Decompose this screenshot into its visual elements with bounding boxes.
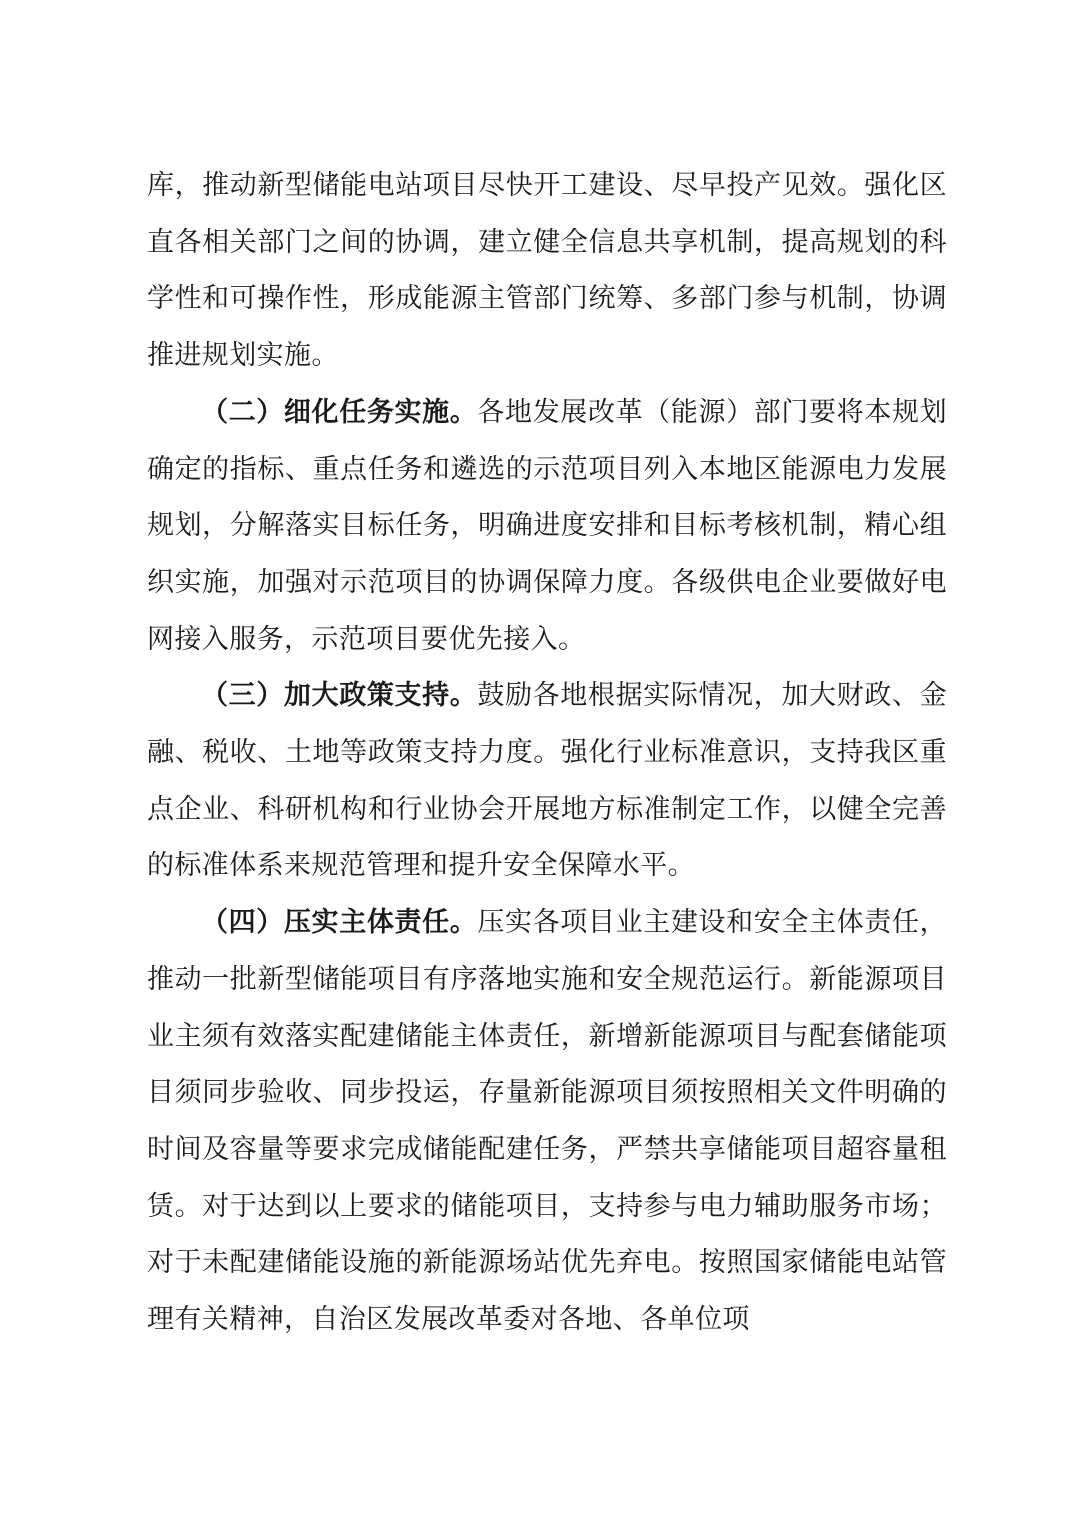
section-heading: （二）细化任务实施。 xyxy=(201,396,478,428)
paragraph-text: 鼓励各地根据实际情况，加大财政、金融、税收、土地等政策支持力度。强化行业标准意识，支持我区重点企业、科研机构和行业协会开展地方标准制定工作，以健全完善的标准体系来规范管理和提升安全保障水平。 xyxy=(147,680,947,882)
paragraph-policy-support xyxy=(147,668,947,895)
section-heading: （三）加大政策支持。 xyxy=(201,680,478,712)
paragraph-text: 压实各项目业主建设和安全主体责任，推动一批新型储能项目有序落地实施和安全规范运行。新能源项目业主须有效落实配建储能主体责任，新增新能源项目与配套储能项目须同步验收、同步投运，存量新能源项目须按照相关文件明确的时间及容量等要求完成储能配建任务，严禁共享储能项目超容量租赁。对于达到以上要求的储能项目，支持参与电力辅助服务市场；对于未配建储能设施的新能源场站优先弃电。按照国家储能电站管理有关精神，自治区发展改革委对各地、各单位项 xyxy=(147,907,947,1336)
paragraph-continuation xyxy=(147,158,947,385)
paragraph-text: 库，推动新型储能电站项目尽快开工建设、尽早投产见效。强化区直各相关部门之间的协调，建立健全信息共享机制，提高规划的科学性和可操作性，形成能源主管部门统筹、多部门参与机制，协调推进规划实施。 xyxy=(147,170,947,372)
section-heading: （四）压实主体责任。 xyxy=(201,907,478,939)
document-body xyxy=(147,158,947,1349)
paragraph-responsibility xyxy=(147,895,947,1349)
paragraph-text: 各地发展改革（能源）部门要将本规划确定的指标、重点任务和遴选的示范项目列入本地区能源电力发展规划，分解落实目标任务，明确进度安排和目标考核机制，精心组织实施，加强对示范项目的协调保障力度。各级供电企业要做好电网接入服务，示范项目要优先接入。 xyxy=(147,396,947,655)
paragraph-refine-tasks xyxy=(147,385,947,669)
